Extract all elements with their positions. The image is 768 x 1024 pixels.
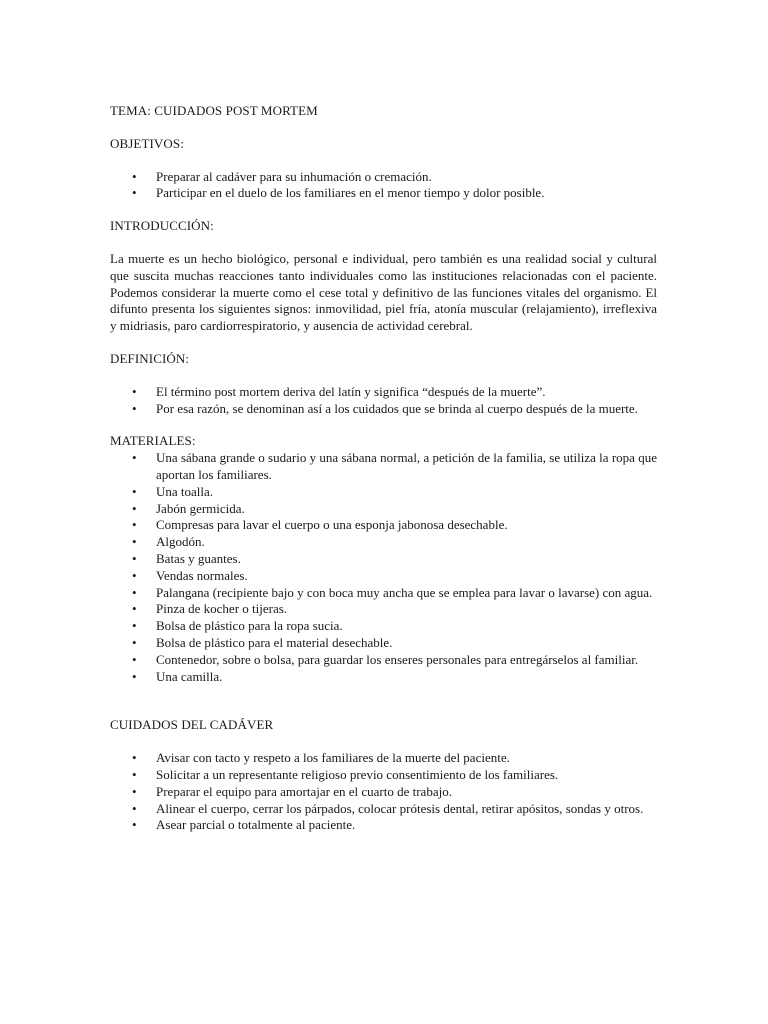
definicion-list	[110, 384, 657, 418]
bullet-icon: •	[132, 567, 137, 583]
list-item	[110, 185, 657, 202]
list-item-text: El término post mortem deriva del latín y significa “después de la muerte”.	[156, 383, 546, 399]
bullet-icon: •	[132, 651, 137, 667]
bullet-icon: •	[132, 168, 137, 184]
bullet-icon: •	[132, 766, 137, 782]
list-item-text: Algodón.	[156, 534, 205, 550]
bullet-icon: •	[132, 550, 137, 566]
bullet-icon: •	[132, 450, 137, 466]
list-item-text: Batas y guantes.	[156, 550, 241, 566]
list-item-text: Avisar con tacto y respeto a los familiares de la muerte del paciente.	[156, 750, 510, 766]
list-item	[110, 618, 657, 635]
list-item	[110, 551, 657, 568]
bullet-icon: •	[132, 783, 137, 799]
cuidados-heading: CUIDADOS DEL CADÁVER	[110, 717, 274, 733]
list-item-text: Una camilla.	[156, 668, 223, 684]
bullet-icon: •	[132, 584, 137, 600]
list-item-text: Por esa razón, se denominan así a los cuidados que se brinda al cuerpo después de la muerte.	[156, 400, 638, 416]
bullet-icon: •	[132, 400, 137, 416]
bullet-icon: •	[132, 185, 137, 201]
list-item-text: Vendas normales.	[156, 567, 248, 583]
definicion-heading: DEFINICIÓN:	[110, 350, 190, 366]
list-item	[110, 384, 657, 401]
bullet-icon: •	[132, 618, 137, 634]
list-item	[110, 585, 657, 602]
list-item	[110, 750, 657, 767]
materiales-list	[110, 450, 657, 685]
bullet-icon: •	[132, 750, 137, 766]
list-item-text: Jabón germicida.	[156, 500, 245, 516]
list-item	[110, 534, 657, 551]
bullet-icon: •	[132, 500, 137, 516]
list-item-text: Pinza de kocher o tijeras.	[156, 601, 288, 617]
list-item-text: Solicitar a un representante religioso previo consentimiento de los familiares.	[156, 766, 559, 782]
list-item	[110, 801, 657, 818]
bullet-icon: •	[132, 534, 137, 550]
list-item	[110, 817, 657, 834]
bullet-icon: •	[132, 634, 137, 650]
list-item-text: Alinear el cuerpo, cerrar los párpados, colocar prótesis dental, retirar apósitos, sondas y otros.	[156, 800, 644, 816]
bullet-icon: •	[132, 601, 137, 617]
list-item	[110, 169, 657, 186]
introduccion-paragraph: La muerte es un hecho biológico, personal e individual, pero también es una realidad social y cultural que suscita muchas reacciones tanto individuales como las instituciones relacionadas con el paciente. Podemos considerar la muerte como el cese total y definitivo de las funciones vitales del organismo. El difunto presenta los siguientes signos: inmovilidad, piel fría, atonía muscular (relajamiento), irreflexiva y midriasis, paro cardiorrespiratorio, y ausencia de actividad cerebral.	[110, 250, 657, 334]
list-item	[110, 484, 657, 501]
bullet-icon: •	[132, 800, 137, 816]
list-item	[110, 784, 657, 801]
list-item	[110, 450, 657, 484]
objetivos-list	[110, 169, 657, 203]
list-item	[110, 601, 657, 618]
list-item-text: Participar en el duelo de los familiares en el menor tiempo y dolor posible.	[156, 185, 545, 201]
list-item-text: Palangana (recipiente bajo y con boca muy ancha que se emplea para lavar o lavarse) con agua.	[156, 584, 653, 600]
list-item-text: Asear parcial o totalmente al paciente.	[156, 817, 356, 833]
list-item-text: Preparar el equipo para amortajar en el cuarto de trabajo.	[156, 783, 452, 799]
list-item	[110, 635, 657, 652]
introduccion-heading: INTRODUCCIÓN:	[110, 218, 214, 234]
list-item-text: Una sábana grande o sudario y una sábana normal, a petición de la familia, se utiliza la ropa que aportan los familiares.	[156, 450, 657, 482]
list-item-text: Contenedor, sobre o bolsa, para guardar los enseres personales para entregárselos al familiar.	[156, 651, 639, 667]
bullet-icon: •	[132, 483, 137, 499]
objetivos-heading: OBJETIVOS:	[110, 135, 184, 151]
document-title: TEMA: CUIDADOS POST MORTEM	[110, 103, 318, 118]
list-item	[110, 401, 657, 418]
list-item-text: Bolsa de plástico para el material desechable.	[156, 634, 393, 650]
list-item-text: Una toalla.	[156, 483, 214, 499]
cuidados-list	[110, 750, 657, 834]
list-item-text: Preparar al cadáver para su inhumación o cremación.	[156, 168, 432, 184]
list-item	[110, 568, 657, 585]
document-page	[110, 103, 657, 834]
bullet-icon: •	[132, 817, 137, 833]
list-item-text: Bolsa de plástico para la ropa sucia.	[156, 618, 343, 634]
list-item	[110, 669, 657, 686]
list-item	[110, 652, 657, 669]
bullet-icon: •	[132, 383, 137, 399]
list-item	[110, 767, 657, 784]
list-item	[110, 501, 657, 518]
list-item-text: Compresas para lavar el cuerpo o una esponja jabonosa desechable.	[156, 517, 508, 533]
materiales-heading: MATERIALES:	[110, 433, 196, 449]
bullet-icon: •	[132, 517, 137, 533]
list-item	[110, 517, 657, 534]
bullet-icon: •	[132, 668, 137, 684]
